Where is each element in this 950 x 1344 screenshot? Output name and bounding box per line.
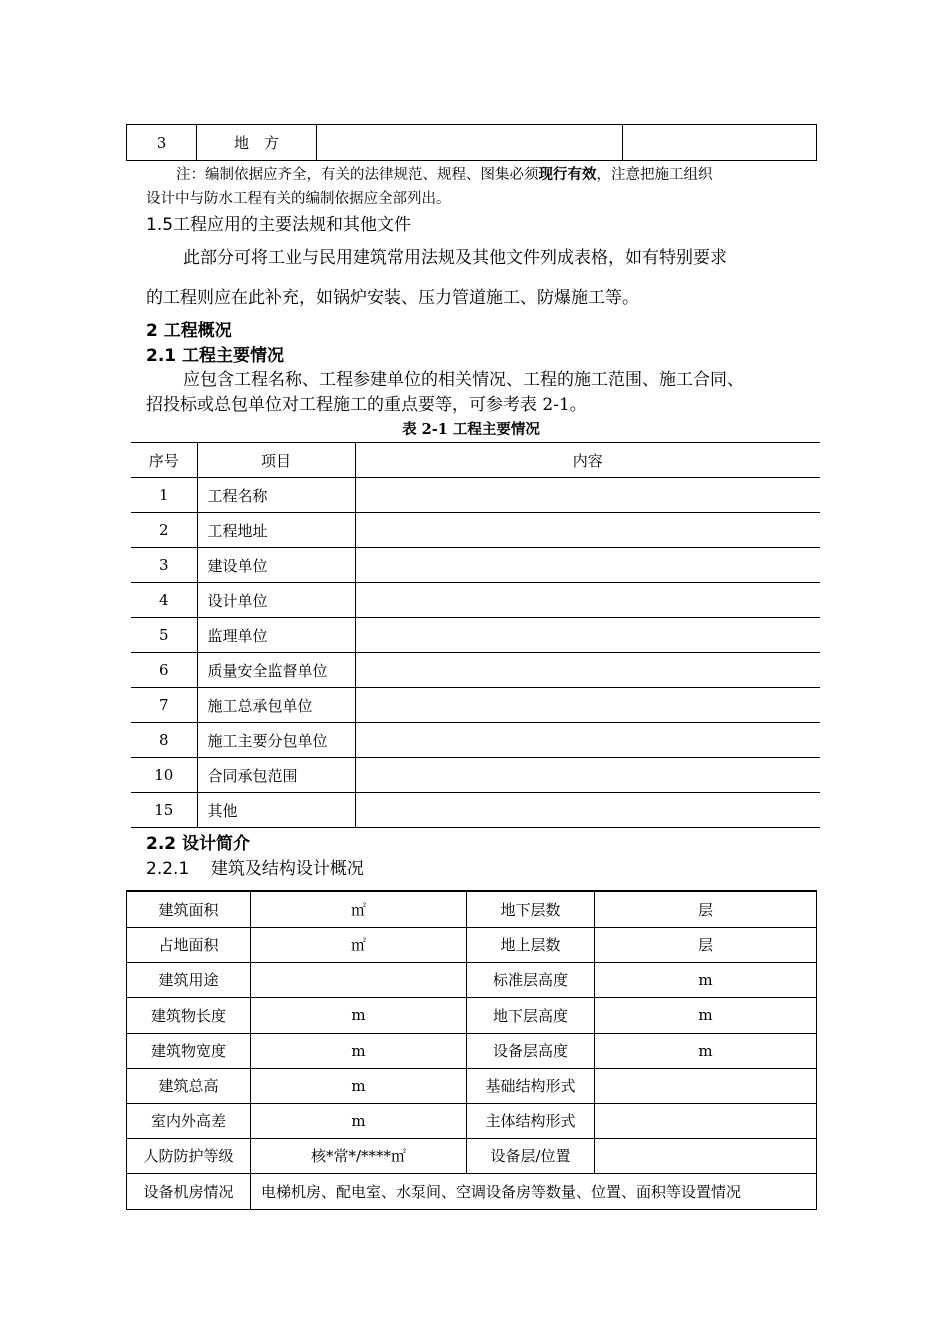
design-label: 人防防护等级 <box>127 1138 251 1173</box>
design-value: 核*常*/****㎡ <box>251 1138 467 1173</box>
basis-row-num: 3 <box>127 125 197 161</box>
table-header-item: 项目 <box>197 443 355 478</box>
section-2-1-para-line2: 招投标或总包单位对工程施工的重点要等，可参考表 2-1。 <box>146 395 587 415</box>
design-label: 地下层高度 <box>467 997 595 1033</box>
section-1-5-para-line1: 此部分可将工业与民用建筑常用法规及其他文件列成表格，如有特别要求 <box>183 248 727 268</box>
section-1-5-para-line2: 的工程则应在此补充，如锅炉安装、压力管道施工、防爆施工等。 <box>146 288 639 308</box>
design-value: 层 <box>595 891 817 927</box>
row-content <box>355 548 820 583</box>
row-num: 4 <box>131 583 197 618</box>
design-value: m <box>251 1033 467 1068</box>
row-content <box>355 583 820 618</box>
design-value <box>595 1138 817 1173</box>
row-num: 7 <box>131 688 197 723</box>
row-item: 工程地址 <box>197 513 355 548</box>
row-content <box>355 478 820 513</box>
row-content <box>355 513 820 548</box>
design-value: m <box>595 997 817 1033</box>
row-content <box>355 793 820 828</box>
design-value <box>251 962 467 997</box>
row-num: 1 <box>131 478 197 513</box>
design-value: ㎡ <box>251 891 467 927</box>
table-header-num: 序号 <box>131 443 197 478</box>
basis-row-cell <box>623 125 817 161</box>
design-value: ㎡ <box>251 927 467 962</box>
section-2-1-title: 2.1 工程主要情况 <box>146 346 285 366</box>
row-num: 8 <box>131 723 197 758</box>
design-value: m <box>251 1068 467 1103</box>
row-item: 质量安全监督单位 <box>197 653 355 688</box>
row-content <box>355 758 820 793</box>
row-num: 15 <box>131 793 197 828</box>
basis-note <box>176 163 826 187</box>
row-content <box>355 653 820 688</box>
design-label: 地上层数 <box>467 927 595 962</box>
design-label: 建筑总高 <box>127 1068 251 1103</box>
section-1-5-title: 1.5工程应用的主要法规和其他文件 <box>146 215 412 235</box>
design-value: m <box>595 962 817 997</box>
design-label: 标准层高度 <box>467 962 595 997</box>
row-content <box>355 618 820 653</box>
table-2-1 <box>131 442 820 828</box>
design-label: 设备机房情况 <box>127 1173 251 1209</box>
row-item: 监理单位 <box>197 618 355 653</box>
row-content <box>355 688 820 723</box>
row-num: 2 <box>131 513 197 548</box>
design-label: 设备层/位置 <box>467 1138 595 1173</box>
row-num: 6 <box>131 653 197 688</box>
row-item: 其他 <box>197 793 355 828</box>
table-header-content: 内容 <box>355 443 820 478</box>
design-label: 室内外高差 <box>127 1103 251 1138</box>
row-item: 工程名称 <box>197 478 355 513</box>
note-suffix: ，注意把施工组织 <box>596 167 713 183</box>
row-num: 10 <box>131 758 197 793</box>
design-value <box>595 1103 817 1138</box>
section-2-2-1-title: 2.2.1 建筑及结构设计概况 <box>146 859 364 879</box>
row-content <box>355 723 820 758</box>
basis-row-label: 地 方 <box>197 125 317 161</box>
note-prefix: 注：编制依据应齐全，有关的法律规范、规程、图集必须 <box>176 167 539 183</box>
table-2-1-caption: 表 2-1 工程主要情况 <box>402 421 540 438</box>
design-label: 设备层高度 <box>467 1033 595 1068</box>
design-label: 建筑用途 <box>127 962 251 997</box>
row-item: 施工主要分包单位 <box>197 723 355 758</box>
row-item: 施工总承包单位 <box>197 688 355 723</box>
basis-note-line2: 设计中与防水工程有关的编制依据应全部列出。 <box>146 191 451 207</box>
design-table <box>126 890 817 1210</box>
section-2-2-title: 2.2 设计简介 <box>146 834 251 854</box>
row-item: 设计单位 <box>197 583 355 618</box>
row-num: 5 <box>131 618 197 653</box>
design-label: 建筑物长度 <box>127 997 251 1033</box>
section-2-title: 2 工程概况 <box>146 321 232 341</box>
design-equipment-room-value: 电梯机房、配电室、水泵间、空调设备房等数量、位置、面积等设置情况 <box>251 1173 817 1209</box>
design-value: m <box>595 1033 817 1068</box>
design-label: 占地面积 <box>127 927 251 962</box>
design-label: 主体结构形式 <box>467 1103 595 1138</box>
section-2-1-para-line1: 应包含工程名称、工程参建单位的相关情况、工程的施工范围、施工合同、 <box>183 370 744 390</box>
design-value <box>595 1068 817 1103</box>
design-label: 地下层数 <box>467 891 595 927</box>
design-label: 基础结构形式 <box>467 1068 595 1103</box>
design-label: 建筑物宽度 <box>127 1033 251 1068</box>
design-value: 层 <box>595 927 817 962</box>
basis-row-cell <box>317 125 623 161</box>
basis-table-fragment <box>126 124 817 161</box>
design-value: m <box>251 1103 467 1138</box>
row-item: 建设单位 <box>197 548 355 583</box>
design-value: m <box>251 997 467 1033</box>
note-emphasis: 现行有效 <box>538 166 597 183</box>
row-num: 3 <box>131 548 197 583</box>
row-item: 合同承包范围 <box>197 758 355 793</box>
design-label: 建筑面积 <box>127 891 251 927</box>
